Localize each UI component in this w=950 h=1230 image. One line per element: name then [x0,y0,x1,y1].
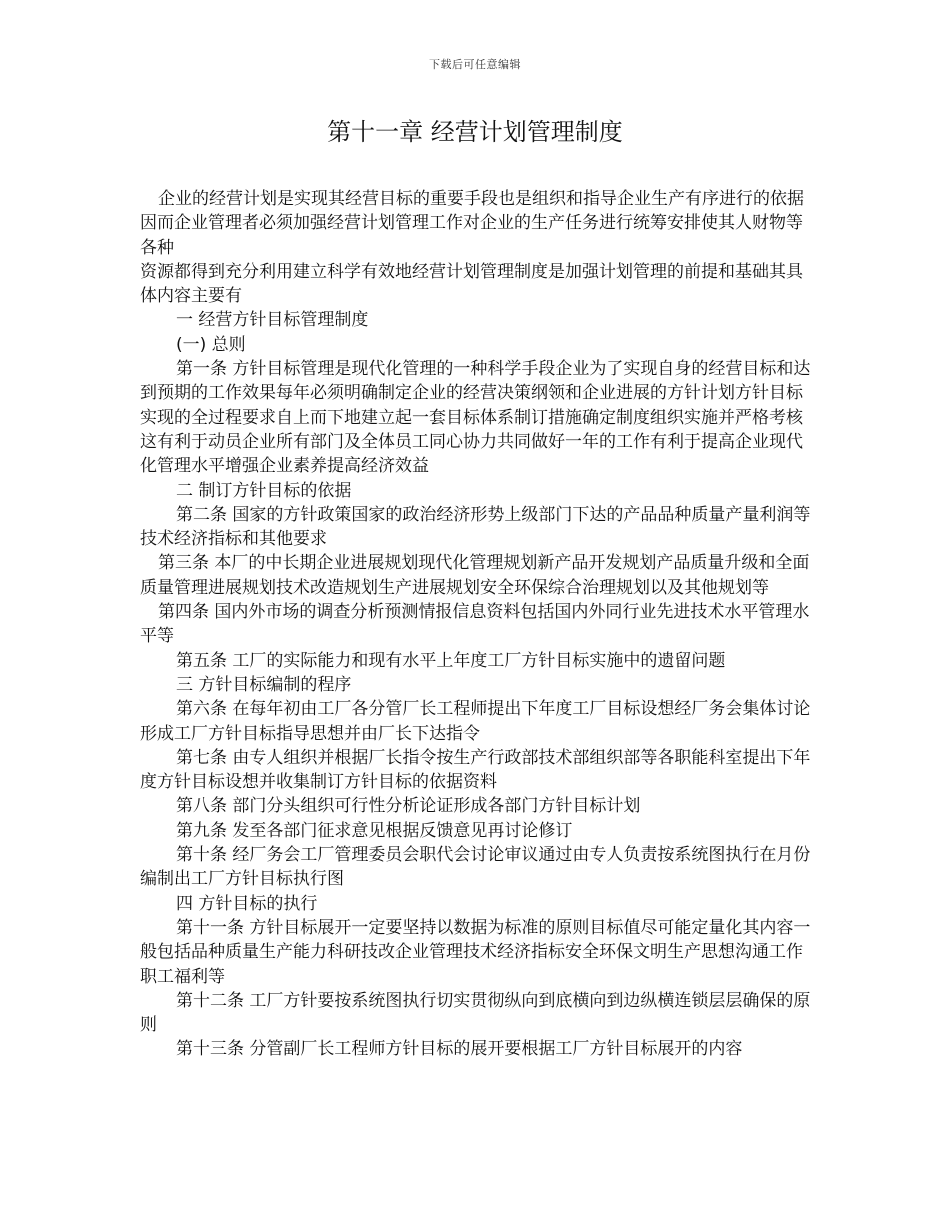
section-heading-3: 三 方针目标编制的程序 [176,674,352,695]
article-3: 第三条 本厂的中长期企业进展规划现代化管理规划新产品开发规划产品质量升级和全面质量管理进展规划技术改造规划生产进展规划安全环保综合治理规划以及其他规划等 [140,553,810,598]
article-7: 第七条 由专人组织并根据厂长指令按生产行政部技术部组织部等各职能科室提出下年度方针目标设想并收集制订方针目标的依据资料 [140,747,811,793]
paragraph-intro-continued: 资源都得到充分利用建立科学有效地经营计划管理制度是加强计划管理的前提和基础其具体内容主要有 [140,261,803,307]
header-note: 下载后可任意编辑 [429,58,521,71]
article-2: 第二条 国家的方针政策国家的政治经济形势上级部门下达的产品品种质量产量利润等技术经济指标和其他要求 [140,504,811,550]
paragraph-intro: 企业的经营计划是实现其经营目标的重要手段也是组织和指导企业生产有序进行的依据因而企业管理者必须加强经营计划管理工作对企业的生产任务进行统筹安排使其人财物等各种 [140,189,804,258]
article-9: 第九条 发至各部门征求意见根据反馈意见再讨论修订 [176,820,573,841]
article-6: 第六条 在每年初由工厂各分管厂长工程师提出下年度工厂目标设想经厂务会集体讨论形成工厂方针目标指导思想并由厂长下达指令 [140,699,811,744]
article-8: 第八条 部门分头组织可行性分析论证形成各部门方针目标计划 [176,796,641,817]
section-heading-4: 四 方针目标的执行 [176,893,318,914]
article-1: 第一条 方针目标管理是现代化管理的一种科学手段企业为了实现自身的经营目标和达到预期的工作效果每年必须明确制定企业的经营决策纲领和企业进展的方针计划方针目标实现的全过程要求自上而下地建立起一套目标体系制订措施确定制度组织实施并严格考核这有利于动员企业所有部门及全体员工同心协力共同做好一年的工作有利于提高企业现代化管理水平增强企业素养提高经济效益 [140,359,811,477]
document-body [140,187,812,1062]
section-heading-1: 一 经营方针目标管理制度 [176,310,369,331]
subsection-heading-general: (一) 总则 [176,334,246,355]
article-10: 第十条 经厂务会工厂管理委员会职代会讨论审议通过由专人负责按系统图执行在月份编制出工厂方针目标执行图 [140,845,811,890]
article-13: 第十三条 分管副厂长工程师方针目标的展开要根据工厂方针目标展开的内容 [176,1039,743,1060]
article-11: 第十一条 方针目标展开一定要坚持以数据为标准的原则目标值尽可能定量化其内容一般包括品种质量生产能力科研技改企业管理技术经济指标安全环保文明生产思想沟通工作职工福利等 [140,917,811,987]
article-12: 第十二条 工厂方针要按系统图执行切实贯彻纵向到底横向到边纵横连锁层层确保的原则 [140,990,811,1036]
section-heading-2: 二 制订方针目标的依据 [176,480,352,501]
article-4: 第四条 国内外市场的调查分析预测情报信息资料包括国内外同行业先进技术水平管理水平等 [140,602,810,647]
article-5: 第五条 工厂的实际能力和现有水平上年度工厂方针目标实施中的遗留问题 [176,650,726,671]
page-title: 第十一章 经营计划管理制度 [327,118,623,146]
